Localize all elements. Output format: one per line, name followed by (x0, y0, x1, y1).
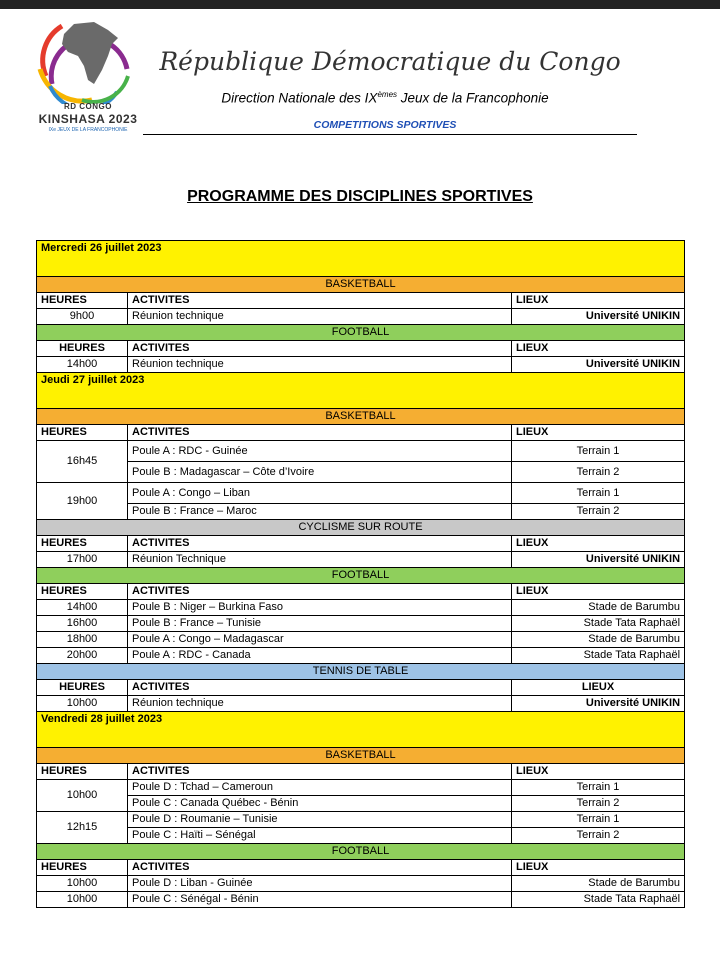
column-header-row (37, 680, 685, 696)
venue-cell: Stade de Barumbu (512, 876, 685, 892)
time-cell: 16h45 (37, 441, 128, 483)
col-lieux: LIEUX (512, 860, 685, 876)
time-cell: 10h00 (37, 696, 128, 712)
table-row (37, 462, 685, 483)
table-row (37, 552, 685, 568)
col-activites: ACTIVITES (128, 680, 512, 696)
table-row (37, 696, 685, 712)
venue-cell: Terrain 1 (512, 780, 685, 796)
day-row (37, 712, 685, 748)
competitions-heading: COMPETITIONS SPORTIVES (313, 119, 457, 131)
programme-table (36, 240, 685, 908)
col-heures: HEURES (37, 680, 128, 696)
time-cell: 10h00 (37, 892, 128, 908)
col-activites: ACTIVITES (128, 341, 512, 357)
sport-row (37, 664, 685, 680)
venue-cell: Stade Tata Raphaël (512, 616, 685, 632)
activity-cell: Poule A : Congo – Liban (128, 483, 512, 504)
sport-name: FOOTBALL (37, 568, 685, 584)
day-date: Mercredi 26 juillet 2023 (37, 241, 685, 277)
col-heures: HEURES (37, 425, 128, 441)
time-cell: 10h00 (37, 876, 128, 892)
table-row (37, 483, 685, 504)
activity-cell: Poule B : France – Tunisie (128, 616, 512, 632)
venue-cell: Terrain 1 (512, 483, 685, 504)
activity-cell: Poule D : Liban - Guinée (128, 876, 512, 892)
table-row (37, 600, 685, 616)
col-lieux: LIEUX (512, 536, 685, 552)
time-cell: 10h00 (37, 780, 128, 812)
time-cell: 16h00 (37, 616, 128, 632)
sport-row (37, 568, 685, 584)
venue-cell: Université UNIKIN (512, 696, 685, 712)
activity-cell: Poule D : Tchad – Cameroun (128, 780, 512, 796)
table-row (37, 812, 685, 828)
day-row (37, 241, 685, 277)
venue-cell: Stade de Barumbu (512, 632, 685, 648)
sport-name: TENNIS DE TABLE (37, 664, 685, 680)
sport-row (37, 748, 685, 764)
activity-cell: Réunion technique (128, 696, 512, 712)
time-cell: 19h00 (37, 483, 128, 520)
sport-name: CYCLISME SUR ROUTE (37, 520, 685, 536)
time-cell: 17h00 (37, 552, 128, 568)
venue-cell: Université UNIKIN (512, 552, 685, 568)
col-heures: HEURES (37, 584, 128, 600)
header-rule (143, 134, 637, 135)
col-lieux: LIEUX (512, 425, 685, 441)
column-header-row (37, 536, 685, 552)
table-row (37, 616, 685, 632)
column-header-row (37, 860, 685, 876)
time-cell: 12h15 (37, 812, 128, 844)
venue-cell: Terrain 1 (512, 812, 685, 828)
direction-post: Jeux de la Francophonie (397, 90, 549, 106)
sport-row (37, 520, 685, 536)
sport-name: FOOTBALL (37, 325, 685, 341)
col-lieux: LIEUX (512, 293, 685, 309)
venue-cell: Université UNIKIN (512, 357, 685, 373)
time-cell: 20h00 (37, 648, 128, 664)
col-activites: ACTIVITES (128, 293, 512, 309)
venue-cell: Terrain 2 (512, 462, 685, 483)
day-date: Vendredi 28 juillet 2023 (37, 712, 685, 748)
column-header-row (37, 584, 685, 600)
page-title (0, 188, 720, 206)
col-activites: ACTIVITES (128, 536, 512, 552)
activity-cell: Poule A : RDC - Canada (128, 648, 512, 664)
venue-cell: Terrain 2 (512, 828, 685, 844)
col-heures: HEURES (37, 536, 128, 552)
col-heures: HEURES (37, 293, 128, 309)
page-title-text: PROGRAMME DES DISCIPLINES SPORTIVES (187, 188, 533, 205)
venue-cell: Terrain 2 (512, 504, 685, 520)
sport-name: BASKETBALL (37, 409, 685, 425)
venue-cell: Stade de Barumbu (512, 600, 685, 616)
venue-cell: Stade Tata Raphaël (512, 892, 685, 908)
republic-heading: République Démocratique du Congo (159, 47, 621, 76)
col-lieux: LIEUX (512, 584, 685, 600)
activity-cell: Réunion technique (128, 309, 512, 325)
col-lieux: LIEUX (512, 341, 685, 357)
time-cell: 14h00 (37, 357, 128, 373)
table-row (37, 441, 685, 462)
sport-name: BASKETBALL (37, 277, 685, 293)
activity-cell: Poule D : Roumanie – Tunisie (128, 812, 512, 828)
activity-cell: Poule B : Madagascar – Côte d’Ivoire (128, 462, 512, 483)
activity-cell: Poule C : Sénégal - Bénin (128, 892, 512, 908)
col-heures: HEURES (37, 341, 128, 357)
col-heures: HEURES (37, 764, 128, 780)
time-cell: 14h00 (37, 600, 128, 616)
activity-cell: Réunion Technique (128, 552, 512, 568)
table-row (37, 357, 685, 373)
activity-cell: Poule B : France – Maroc (128, 504, 512, 520)
time-cell: 9h00 (37, 309, 128, 325)
day-date: Jeudi 27 juillet 2023 (37, 373, 685, 409)
column-header-row (37, 764, 685, 780)
activity-cell: Poule C : Haïti – Sénégal (128, 828, 512, 844)
col-activites: ACTIVITES (128, 860, 512, 876)
day-row (37, 373, 685, 409)
top-border (0, 0, 720, 9)
activity-cell: Poule C : Canada Québec - Bénin (128, 796, 512, 812)
logo-city: KINSHASA 2023 (38, 112, 138, 126)
table-row (37, 309, 685, 325)
col-activites: ACTIVITES (128, 584, 512, 600)
col-activites: ACTIVITES (128, 425, 512, 441)
activity-cell: Réunion technique (128, 357, 512, 373)
logo-games: IXe JEUX DE LA FRANCOPHONIE (48, 127, 128, 133)
time-cell: 18h00 (37, 632, 128, 648)
table-row (37, 876, 685, 892)
activity-cell: Poule A : RDC - Guinée (128, 441, 512, 462)
col-lieux: LIEUX (512, 680, 685, 696)
sport-row (37, 844, 685, 860)
games-logo (22, 14, 154, 138)
table-row (37, 504, 685, 520)
direction-sup: èmes (377, 90, 398, 99)
activity-cell: Poule A : Congo – Madagascar (128, 632, 512, 648)
table-row (37, 648, 685, 664)
col-activites: ACTIVITES (128, 764, 512, 780)
direction-heading (140, 90, 630, 106)
table-row (37, 796, 685, 812)
table-row (37, 780, 685, 796)
sport-row (37, 325, 685, 341)
venue-cell: Stade Tata Raphaël (512, 648, 685, 664)
venue-cell: Terrain 2 (512, 796, 685, 812)
column-header-row (37, 341, 685, 357)
sport-name: FOOTBALL (37, 844, 685, 860)
col-heures: HEURES (37, 860, 128, 876)
table-row (37, 632, 685, 648)
table-row (37, 828, 685, 844)
sport-row (37, 277, 685, 293)
activity-cell: Poule B : Niger – Burkina Faso (128, 600, 512, 616)
sport-row (37, 409, 685, 425)
column-header-row (37, 425, 685, 441)
venue-cell: Université UNIKIN (512, 309, 685, 325)
logo-country: RD CONGO (64, 102, 112, 111)
africa-map-icon (22, 14, 154, 104)
col-lieux: LIEUX (512, 764, 685, 780)
sport-name: BASKETBALL (37, 748, 685, 764)
table-row (37, 892, 685, 908)
venue-cell: Terrain 1 (512, 441, 685, 462)
column-header-row (37, 293, 685, 309)
direction-pre: Direction Nationale des IX (221, 90, 378, 106)
